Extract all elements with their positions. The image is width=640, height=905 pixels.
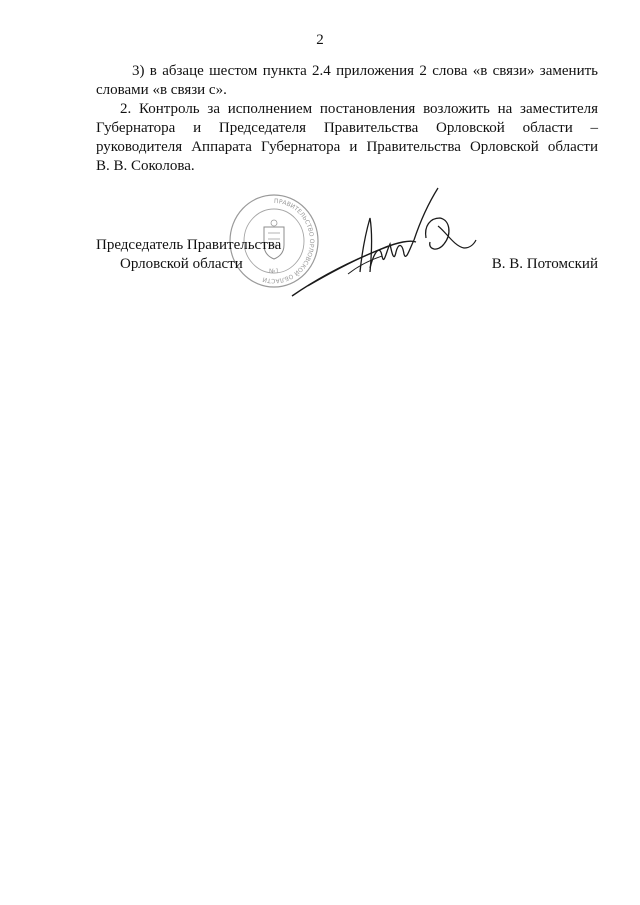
text-line: Губернатора и Председателя Правительства Орловской области – [96, 120, 598, 136]
paragraph-item-3 [96, 62, 598, 100]
paragraph-control [96, 100, 598, 176]
text-line: 3) в абзаце шестом пункта 2.4 приложения 2 слова «в связи» заменить [132, 63, 598, 79]
signatory-title: Председатель Правительства [96, 237, 282, 253]
signature-block [96, 236, 598, 316]
signatory-name: В. В. Потомский [491, 256, 598, 272]
text-line: 2. Контроль за исполнением постановления возложить на заместителя [120, 101, 598, 117]
text-line: словами «в связи с». [96, 82, 227, 98]
text-line: В. В. Соколова. [96, 158, 195, 174]
document-body [96, 62, 598, 176]
signatory-region: Орловской области [120, 256, 243, 272]
text-line: руководителя Аппарата Губернатора и Правительства Орловской области [96, 139, 598, 155]
page-number: 2 [316, 32, 324, 48]
seal-ring-text: ПРАВИТЕЛЬСТВО ОРЛОВСКОЙ ОБЛАСТИ [261, 197, 315, 285]
seal-number: №1 [268, 268, 280, 275]
